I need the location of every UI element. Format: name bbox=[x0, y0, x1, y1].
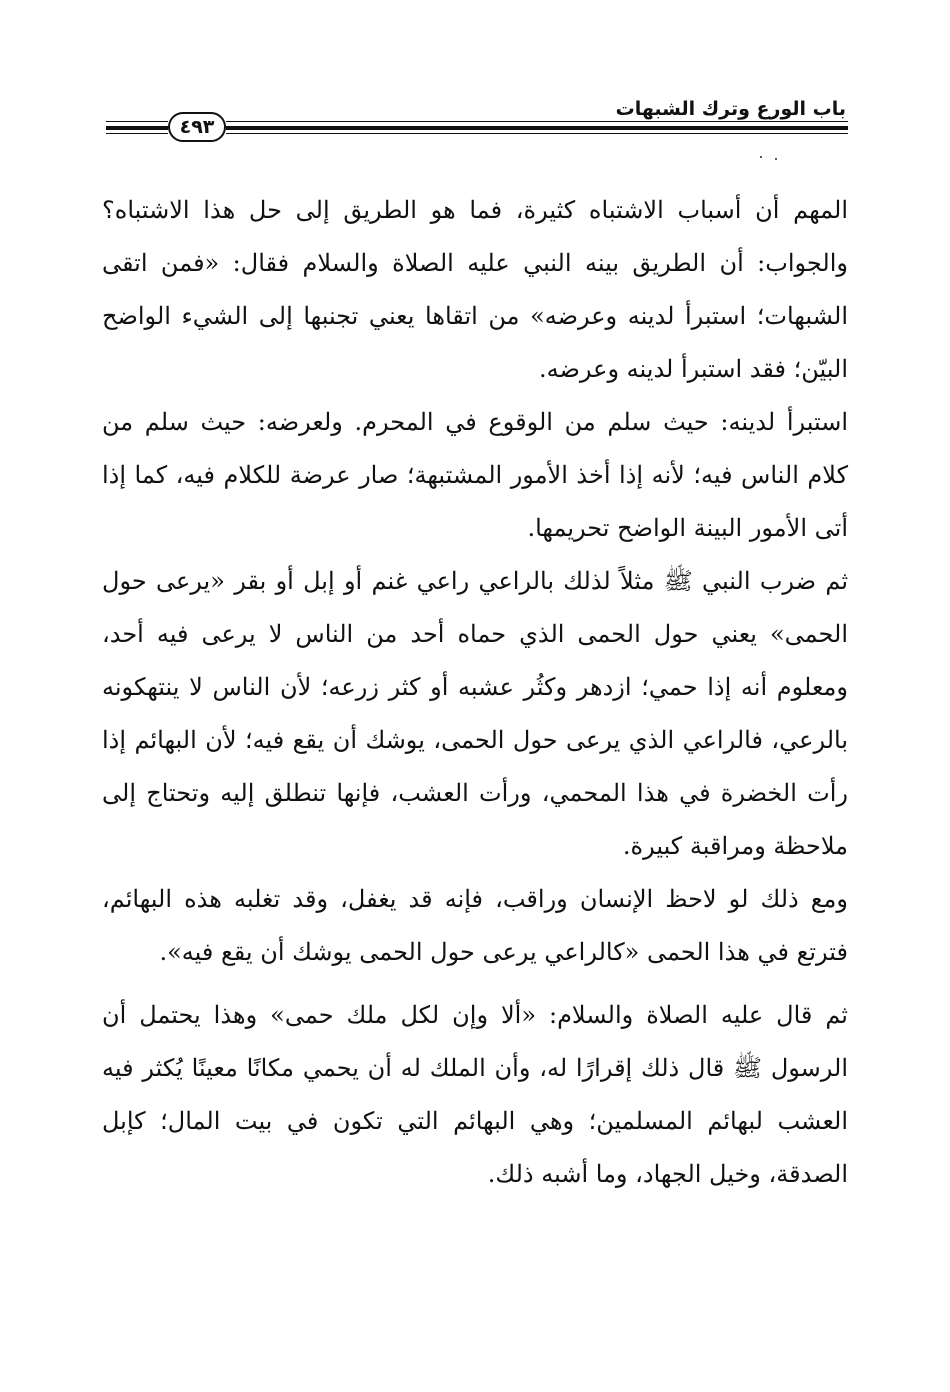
text-line: الاشتباه؟ والجواب: أن الطريق بينه النبي عليه الصلاة والسلام فقال: bbox=[102, 196, 848, 277]
running-title: باب الورع وترك الشبهات bbox=[615, 98, 846, 120]
text-line: أن الرسول ﷺ قال ذلك إقرارًا له، وأن الملك له أن يحمي مكانًا معينًا يُكثر bbox=[102, 1001, 848, 1082]
text-line: فيه العشب لبهائم المسلمين؛ وهي البهائم التي تكون في بيت المال؛ bbox=[102, 1054, 848, 1135]
page-number: ٤٩٣ bbox=[179, 115, 215, 138]
body-text bbox=[102, 184, 848, 1201]
text-line: فيه». bbox=[159, 938, 214, 966]
header-rule-thick bbox=[226, 126, 848, 130]
text-line: «فمن اتقى الشبهات؛ استبرأ لدينه وعرضه» من اتقاها يعني تجنبها إلى bbox=[102, 249, 848, 330]
header-rule-left-thin-top bbox=[106, 121, 168, 122]
scan-speck bbox=[760, 156, 762, 158]
paragraph-4 bbox=[102, 873, 848, 979]
text-line: استبرأ لدينه: حيث سلم من الوقوع في المحرم. ولعرضه: حيث bbox=[200, 408, 848, 436]
text-line: أحد، ومعلوم أنه إذا حمي؛ ازدهر وكثُر عشبه أو كثر زرعه؛ لأن الناس لا bbox=[102, 620, 848, 701]
text-line: ثم ضرب النبي ﷺ مثلاً لذلك بالراعي راعي غنم أو إبل أو بقر «يرعى bbox=[155, 567, 848, 595]
header-rule-thin-top bbox=[226, 121, 848, 122]
text-line: المهم أن أسباب الاشتباه كثيرة، فما هو الطريق إلى حل هذا bbox=[203, 196, 848, 224]
page-number-ornament bbox=[168, 112, 226, 142]
text-line: حول الحمى» يعني حول الحمى الذي حماه أحد من الناس لا يرعى فيه bbox=[102, 567, 849, 648]
scan-speck bbox=[775, 158, 777, 160]
paragraph-2 bbox=[102, 396, 848, 555]
text-line: ينتهكونه بالرعي، فالراعي الذي يرعى حول الحمى، يوشك أن يقع فيه؛ bbox=[102, 673, 848, 754]
text-line: للكلام فيه، كما إذا أتى الأمور البينة الواضح تحريمها. bbox=[102, 461, 848, 542]
page-header bbox=[100, 98, 848, 158]
header-rule-left-thick bbox=[106, 126, 168, 130]
text-line: ثم قال عليه الصلاة والسلام: «ألا وإن لكل ملك حمى» وهذا يحتمل bbox=[139, 1001, 848, 1029]
text-line: كإبل الصدقة، وخيل الجهاد، وما أشبه ذلك. bbox=[102, 1107, 848, 1188]
paragraph-1 bbox=[102, 184, 848, 396]
paragraph-3 bbox=[102, 555, 848, 873]
paragraph-5 bbox=[102, 989, 848, 1201]
text-line: الشيء الواضح البيّن؛ فقد استبرأ لدينه وعرضه. bbox=[102, 302, 848, 383]
header-rule-thin-bottom bbox=[226, 133, 848, 134]
text-line: سلم من كلام الناس فيه؛ لأنه إذا أخذ الأمور المشتبهة؛ صار عرضة bbox=[102, 408, 849, 489]
text-line: البهائم، فترتع في هذا الحمى «كالراعي يرعى حول الحمى يوشك أن يقع bbox=[102, 885, 848, 966]
text-line: ومع ذلك لو لاحظ الإنسان وراقب، فإنه قد يغفل، وقد تغلبه هذه bbox=[184, 885, 848, 913]
text-line: لأن البهائم إذا رأت الخضرة في هذا المحمي، ورأت العشب، فإنها تنطلق bbox=[102, 726, 848, 807]
text-line: إليه وتحتاج إلى ملاحظة ومراقبة كبيرة. bbox=[102, 779, 848, 860]
header-rule-left-thin-bottom bbox=[106, 133, 168, 134]
